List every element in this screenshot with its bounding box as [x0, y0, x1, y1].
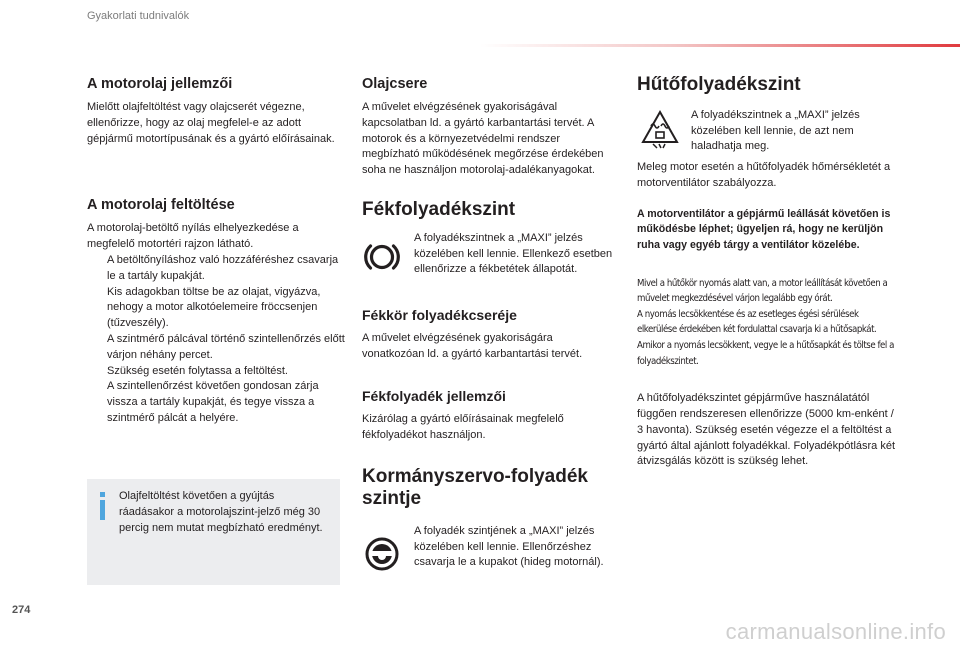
engine-oil-text: Mielőtt olajfeltöltést vagy olajcserét végezne, ellenőrizze, hogy az olaj megfelel-e az adott gépjármű motortípusának és a gyártó előírásainak.: [87, 101, 335, 145]
list-item: Szükség esetén folytassa a feltöltést.: [107, 364, 288, 377]
fan-warning: A motorventilátor a gépjármű leállását követően is működésbe léphet; ügyeljen rá, hogy ne kerüljön ruha vagy egyéb tárgy a ventilátor közelébe.: [637, 207, 891, 252]
brake-spec-text: Kizárólag a gyártó előírásainak megfelelő fékfolyadékot használjon.: [362, 413, 564, 442]
refill-steps: [87, 253, 345, 427]
brake-level-text: A folyadékszintnek a „MAXI” jelzés közelében kell lennie. Ellenkező esetben ellenőrizze a fékbetétek állapotát.: [414, 231, 613, 276]
oil-change-title: Olajcsere: [362, 76, 428, 92]
coolant-max-text: A folyadékszintnek a „MAXI” jelzés közelében kell lennie, de azt nem haladhatja meg.: [691, 108, 860, 153]
info-box: [87, 479, 340, 585]
brake-change-title: Fékkör folyadékcseréje: [362, 306, 517, 323]
oil-change-text: A művelet elvégzésének gyakoriságával kapcsolatban ld. a gyártó karbantartási tervét. A motorok és a környezetvédelmi rendszer megbízható működésének megőrzése érdekében soha ne használjon motorolaj-adalékanyagokat.: [362, 101, 604, 177]
coolant-check-text: A hűtőfolyadékszintet gépjárműve használatától függően rendszeresen ellenőrizze (5000 km-enként / 3 havonta). Szükség esetén végezze el a feltöltést a gyártó által ajánlott folyadékkal. Folyadékpótlásra két átvizsgálás között is szükség lehet.: [637, 392, 896, 468]
refill-intro: A motorolaj-betöltő nyílás elhelyezkedése a megfelelő motortéri rajzon látható.: [87, 222, 299, 251]
list-item: A betöltőnyíláshoz való hozzáféréshez csavarja le a tartály kupakját.: [107, 253, 339, 282]
steering-block: [362, 524, 616, 571]
list-item: A szintellenőrzést követően gondosan zárja vissza a tartály kupakját, és tegye vissza a szintmérő pálcát a helyére.: [107, 380, 319, 424]
brake-level-title: Fékfolyadékszint: [362, 198, 516, 220]
steering-text: A folyadék szintjének a „MAXI” jelzés közelében kell lennie. Ellenőrzéshez csavarja le a kupakot (hideg motornál).: [414, 524, 604, 569]
coolant-max-block: [637, 108, 897, 155]
pressure-text-1: Mivel a hűtőkör nyomás alatt van, a motor leállítását követően a művelet megkezdésével várjon legalább egy órát.: [637, 277, 888, 305]
brake-spec-title: Fékfolyadék jellemzői: [362, 388, 506, 405]
coolant-warning-icon: [639, 108, 679, 148]
header-accent-bar: [480, 44, 960, 47]
steering-wheel-icon: [362, 534, 402, 574]
coolant-hot-text: Meleg motor esetén a hűtőfolyadék hőmérsékletét a motorventilátor szabályozza.: [637, 161, 891, 190]
brake-warning-icon: [362, 237, 402, 277]
column-brake: [362, 76, 616, 571]
section-header: Gyakorlati tudnivalók: [87, 10, 190, 22]
list-item: A szintmérő pálcával történő szintellenőrzés előtt várjon néhány percet.: [107, 332, 345, 361]
refill-title: A motorolaj feltöltése: [87, 197, 235, 214]
list-item: Kis adagokban töltse be az olajat, vigyázva, nehogy a motor alkotóelemeire fröccsenjen (tűzveszély).: [107, 285, 321, 330]
brake-change-text: A művelet elvégzésének gyakoriságára vonatkozóan ld. a gyártó karbantartási tervét.: [362, 331, 583, 360]
brake-level-block: [362, 231, 616, 291]
column-engine-oil: [87, 76, 345, 427]
page-number: 274: [12, 604, 31, 616]
info-text: Olajfeltöltést követően a gyújtás ráadásakor a motorolajszint-jelző még 30 percig nem mutat megbízható eredményt.: [119, 490, 323, 534]
steering-title: Kormányszervo-folyadék szintje: [362, 466, 588, 509]
column-coolant: [637, 74, 897, 470]
info-icon: [99, 492, 106, 520]
pressure-text-2: A nyomás lecsökkentése és az esetleges égési sérülések elkerülése érdekében két fordulattal csavarja ki a hűtősapkát. Amikor a nyomás lecsökkent, vegye le a hűtősapkát és töltse fel a folyadékszintet.: [637, 308, 895, 367]
watermark: carmanualsonline.info: [725, 619, 946, 644]
coolant-title: Hűtőfolyadékszint: [637, 74, 801, 95]
engine-oil-title: A motorolaj jellemzői: [87, 76, 233, 92]
